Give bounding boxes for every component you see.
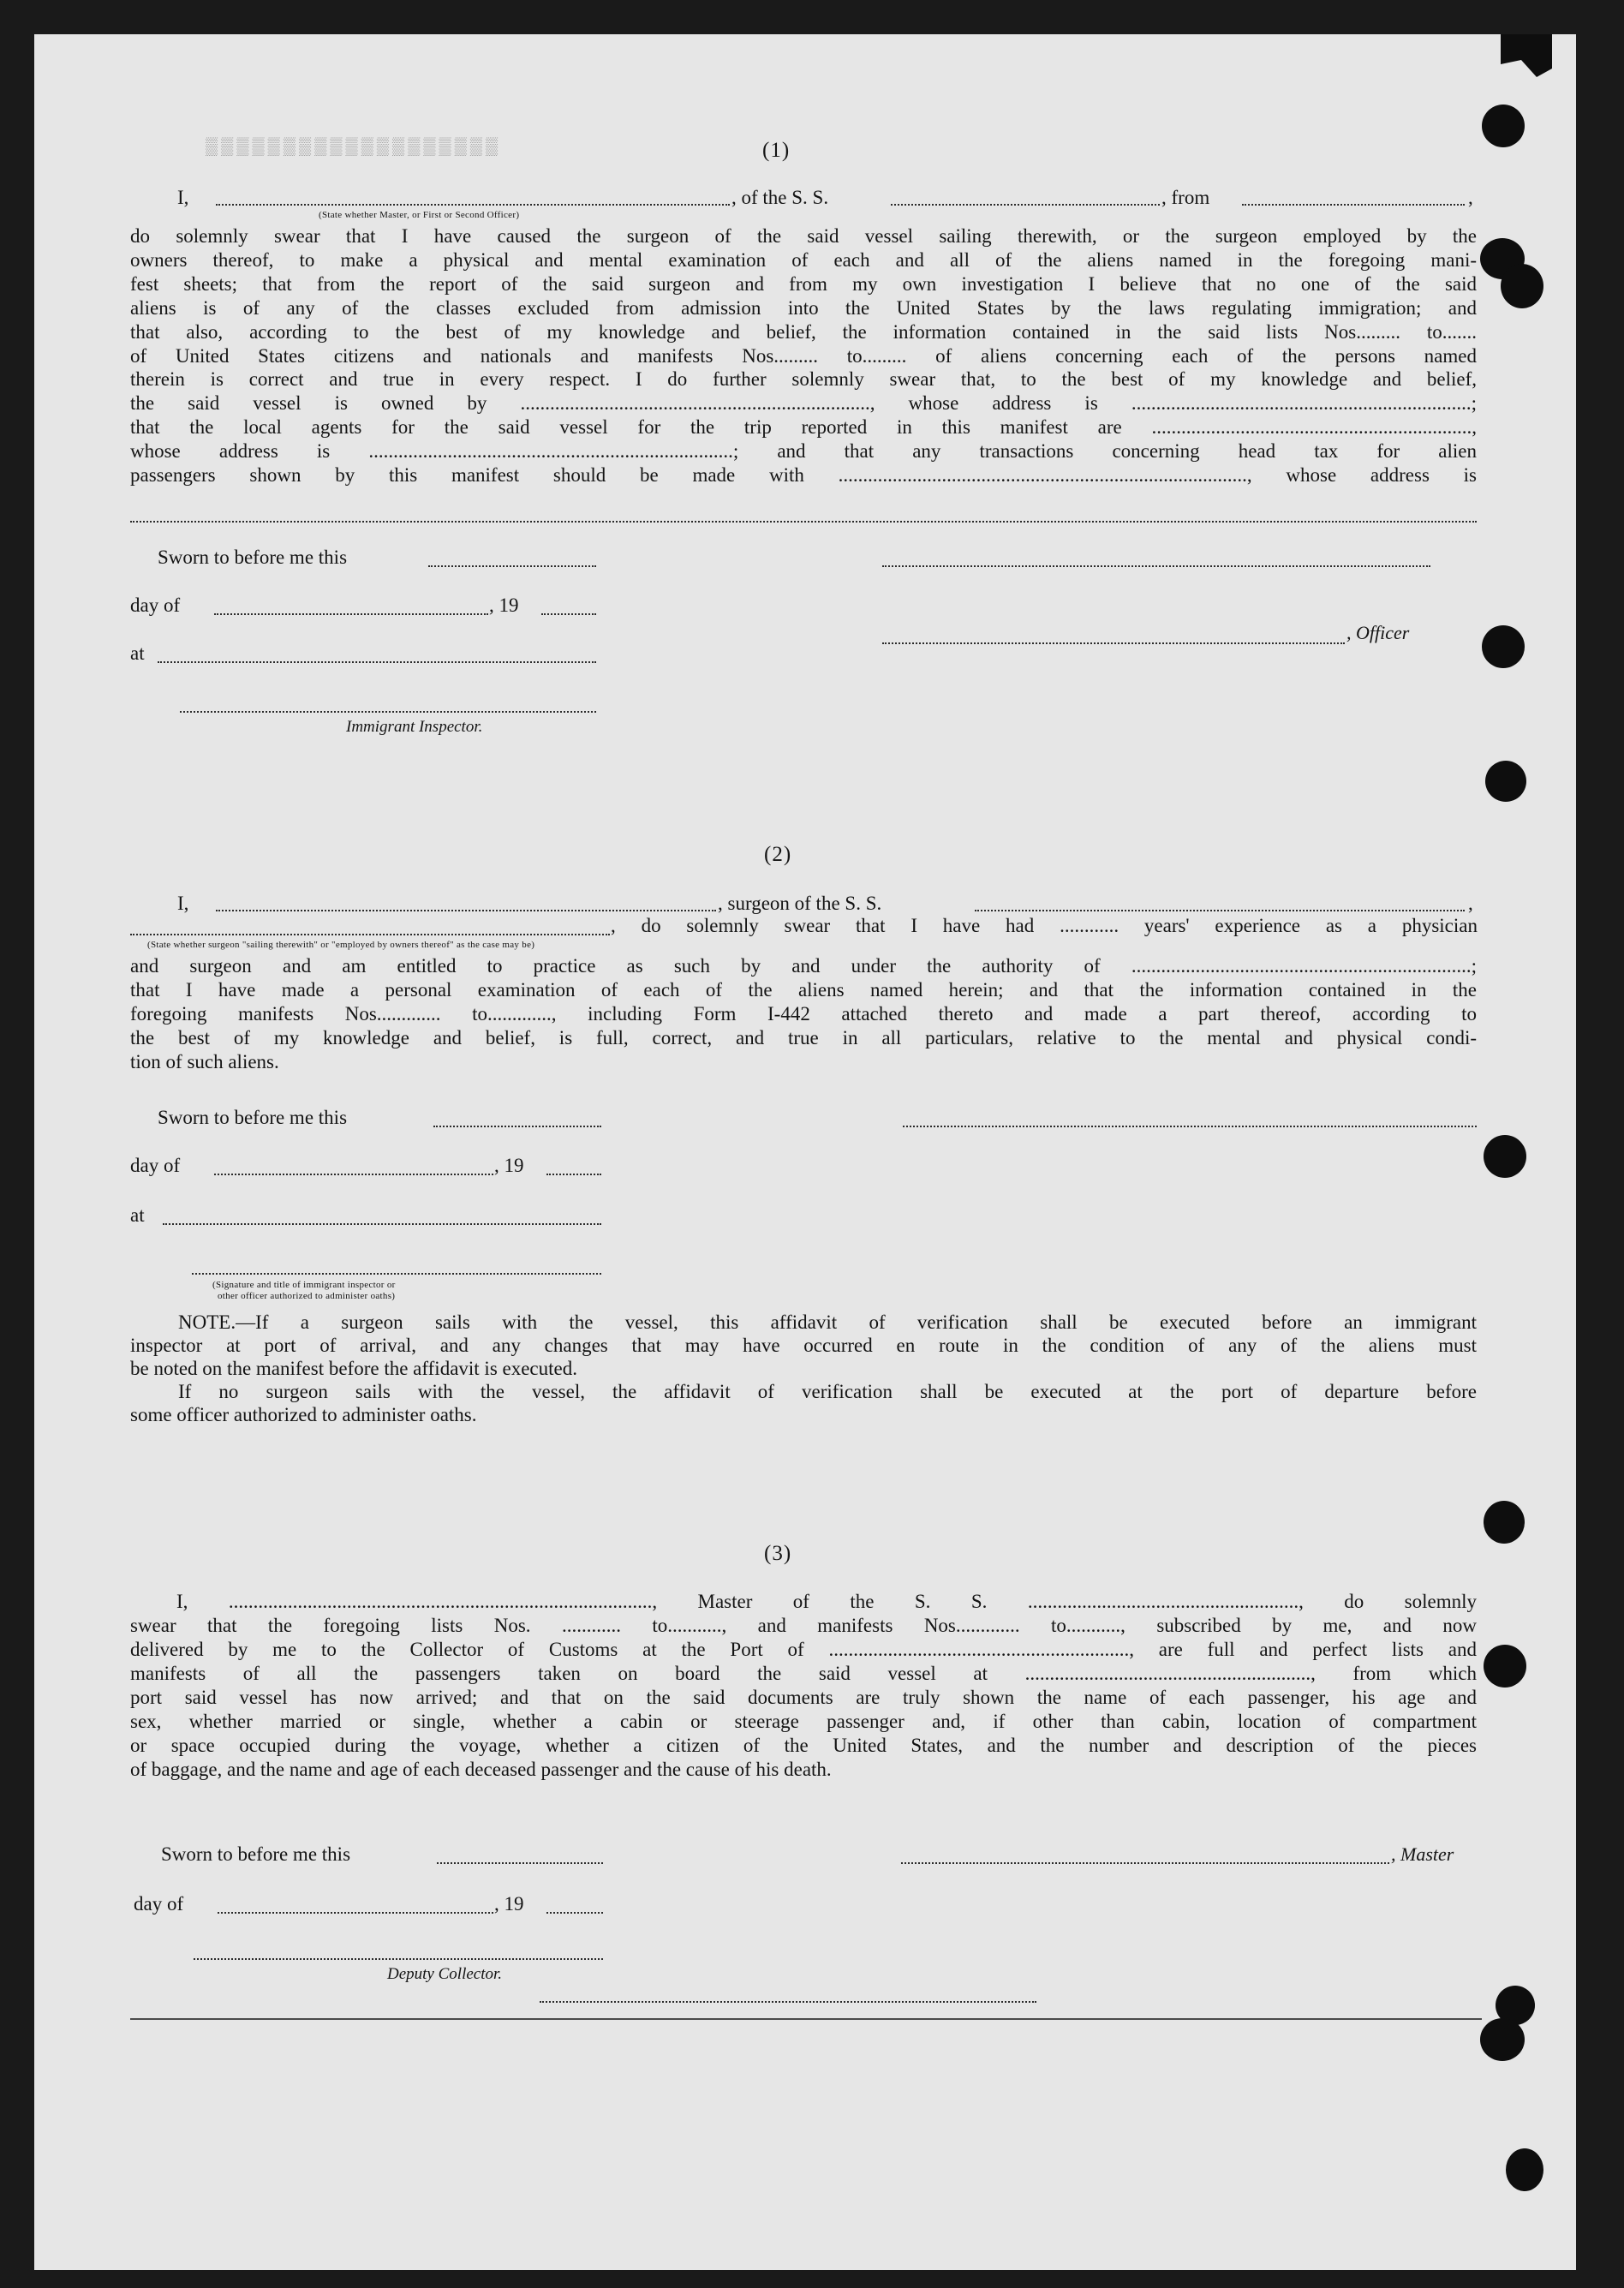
- s2-swear-line: , do solemnly swear that I have had ............ years' experience as a physician: [611, 915, 1478, 936]
- s3-year-field[interactable]: [546, 1912, 603, 1914]
- s2-surgeon-label: , surgeon of the S. S.: [718, 893, 882, 914]
- s2-surgeon-name-field[interactable]: [216, 910, 716, 911]
- s3-line: of baggage, and the name and age of each deceased passenger and the cause of his death.: [130, 1759, 832, 1780]
- s1-oath-text: [130, 224, 1477, 487]
- s2-line: tion of such aliens.: [130, 1050, 279, 1072]
- s1-ship-name-field[interactable]: [891, 204, 1160, 206]
- punch-hole: [1485, 761, 1526, 802]
- s2-note-line: NOTE.—If a surgeon sails with the vessel, this affidavit of verification shall be executed before an immigrant: [178, 1311, 1477, 1333]
- s1-officer-label: , Officer: [1346, 622, 1410, 643]
- s1-line: that also, according to the best of my knowledge and belief, the information contained in the said lists Nos......... to.......: [130, 320, 1477, 343]
- s2-note-line: inspector at port of arrival, and any changes that may have occurred en route in the condition of any of the aliens must: [130, 1335, 1477, 1356]
- section-2-number: (2): [764, 843, 792, 866]
- s2-signature-caption-2: other officer authorized to administer oaths): [218, 1291, 396, 1301]
- s3-collector-signature-field[interactable]: [194, 1958, 603, 1960]
- s1-line: whose address is ..........................................................................; and that any transactions concerning head tax for alien: [130, 440, 1477, 463]
- s3-line: or space occupied during the voyage, whether a citizen of the United States, and the number and description of the pieces: [130, 1735, 1477, 1756]
- s2-comma: ,: [1468, 893, 1473, 914]
- s1-sworn-date-field[interactable]: [428, 565, 596, 567]
- s2-day-of-label: day of: [130, 1155, 181, 1176]
- s2-ship-name-field[interactable]: [975, 910, 1465, 911]
- s1-sworn-label: Sworn to before me this: [158, 547, 348, 568]
- s1-year-label: , 19: [489, 594, 519, 616]
- s1-i-label: I,: [177, 187, 189, 208]
- s2-surgeon-status-field[interactable]: [130, 934, 610, 935]
- s3-sworn-date-field[interactable]: [437, 1862, 603, 1864]
- s1-month-field[interactable]: [214, 613, 488, 615]
- s1-blank-line[interactable]: [882, 565, 1430, 567]
- section-3-number: (3): [764, 1542, 792, 1565]
- s1-officer-name-field[interactable]: [216, 204, 730, 206]
- s1-line: fest sheets; that from the report of the said surgeon and from my own investigation I believe that no one of the said: [130, 272, 1477, 295]
- s1-line: of United States citizens and nationals and manifests Nos......... to......... of aliens concerning each of the persons named: [130, 344, 1477, 367]
- s2-inspector-signature-field[interactable]: [192, 1273, 601, 1275]
- s3-line: delivered by me to the Collector of Customs at the Port of ............................................................., are full and perfect lists and: [130, 1639, 1477, 1660]
- punch-hole: [1484, 1135, 1526, 1178]
- s1-inspector-label: Immigrant Inspector.: [346, 718, 483, 736]
- s3-day-of-label: day of: [134, 1893, 184, 1915]
- s2-at-label: at: [130, 1204, 145, 1226]
- s3-line: manifests of all the passengers taken on board the said vessel at .........................................................., from which: [130, 1663, 1477, 1684]
- s3-line: I, ......................................................................................, Master of the S. S. ......................................................., do solemnly: [176, 1591, 1477, 1612]
- s2-note-line: be noted on the manifest before the affidavit is executed.: [130, 1358, 577, 1379]
- s2-line: the best of my knowledge and belief, is full, correct, and true in all particulars, relative to the mental and physical condi-: [130, 1026, 1477, 1048]
- s1-from-field[interactable]: [1242, 204, 1465, 206]
- s1-at-field[interactable]: [158, 661, 596, 663]
- s1-line: the said vessel is owned by ......................................................................., whose address is .....................................................................;: [130, 392, 1477, 415]
- s2-month-field[interactable]: [214, 1174, 493, 1175]
- s2-line: and surgeon and am entitled to practice as such by and under the authority of .....................................................................;: [130, 955, 1477, 977]
- s1-line: aliens is of any of the classes excluded from admission into the United States by the laws regulating immigration; and: [130, 296, 1477, 319]
- punch-hole: [1480, 2018, 1525, 2061]
- closing-dotted-line: [540, 2001, 1036, 2003]
- bleed-through: ▒▒▒▒▒▒▒▒▒▒▒▒▒▒▒▒▒▒▒: [206, 137, 502, 156]
- s2-line: that I have made a personal examination of each of the aliens named herein; and that the information contained in the: [130, 978, 1477, 1001]
- s1-officer-caption: (State whether Master, or First or Second Officer): [319, 210, 520, 220]
- punch-hole: [1482, 625, 1525, 668]
- s2-sworn-label: Sworn to before me this: [158, 1107, 348, 1128]
- s3-collector-label: Deputy Collector.: [387, 1965, 503, 1983]
- torn-tab: [1501, 34, 1552, 77]
- punch-hole: [1501, 264, 1543, 308]
- s2-i-label: I,: [177, 893, 189, 914]
- s2-signature-caption-1: (Signature and title of immigrant inspector or: [212, 1280, 396, 1290]
- s3-master-label: , Master: [1391, 1843, 1454, 1865]
- s2-status-caption: (State whether surgeon "sailing therewith" or "employed by owners thereof" as the case may be): [147, 940, 535, 950]
- s3-oath-text: [130, 1590, 1477, 1782]
- s3-line: port said vessel has now arrived; and that on the said documents are truly shown the name of each passenger, his age and: [130, 1687, 1477, 1708]
- s2-line: foregoing manifests Nos............. to............., including Form I-442 attached thereto and made a part thereof, according to: [130, 1002, 1477, 1025]
- s3-master-signature-field[interactable]: [901, 1862, 1389, 1864]
- s2-year-field[interactable]: [546, 1174, 601, 1175]
- s2-sworn-date-field[interactable]: [433, 1126, 601, 1127]
- s3-line: swear that the foregoing lists Nos. ............ to..........., and manifests Nos............. to..........., subscribed by me, and now: [130, 1615, 1477, 1636]
- s1-ship-label: , of the S. S.: [731, 187, 829, 208]
- punch-hole: [1484, 1645, 1526, 1688]
- s1-from-label: , from: [1161, 187, 1210, 208]
- s1-comma: ,: [1468, 187, 1473, 208]
- s2-note-line: some officer authorized to administer oaths.: [130, 1404, 477, 1425]
- punch-hole: [1484, 1501, 1525, 1544]
- s2-surgeon-signature-field[interactable]: [903, 1126, 1477, 1127]
- punch-hole: [1506, 2148, 1543, 2191]
- s3-line: sex, whether married or single, whether a cabin or steerage passenger and, if other than cabin, location of compartment: [130, 1711, 1477, 1732]
- bottom-rule: [130, 2018, 1482, 2020]
- s1-year-field[interactable]: [541, 613, 596, 615]
- s2-note-line: If no surgeon sails with the vessel, the affidavit of verification shall be executed at the port of departure before: [178, 1381, 1477, 1402]
- s2-note: [130, 1311, 1477, 1426]
- s1-line: that the local agents for the said vessel for the trip reported in this manifest are .................................................................,: [130, 416, 1477, 439]
- s1-address-continued-field[interactable]: [130, 521, 1477, 523]
- s2-at-field[interactable]: [163, 1223, 601, 1225]
- s1-line: do solemnly swear that I have caused the surgeon of the said vessel sailing therewith, or the surgeon employed by the: [130, 225, 1477, 247]
- s1-line: therein is correct and true in every respect. I do further solemnly swear that, to the best of my knowledge and belief,: [130, 368, 1477, 391]
- s1-officer-signature-field[interactable]: [882, 642, 1345, 644]
- s1-line: owners thereof, to make a physical and mental examination of each and all of the aliens named in the foregoing mani-: [130, 248, 1477, 271]
- s3-month-field[interactable]: [218, 1912, 493, 1914]
- punch-hole: [1482, 105, 1525, 147]
- s1-line: passengers shown by this manifest should be made with ..................................................................................., whose address is: [130, 464, 1477, 487]
- document-page: [34, 34, 1576, 2270]
- s2-year-label: , 19: [494, 1155, 524, 1176]
- s1-at-label: at: [130, 642, 145, 664]
- s2-oath-text: [130, 954, 1477, 1074]
- s1-day-of-label: day of: [130, 594, 181, 616]
- s1-inspector-signature-field[interactable]: [180, 711, 596, 713]
- section-1-number: (1): [762, 139, 791, 162]
- s3-year-label: , 19: [494, 1893, 524, 1915]
- s3-sworn-label: Sworn to before me this: [161, 1843, 351, 1865]
